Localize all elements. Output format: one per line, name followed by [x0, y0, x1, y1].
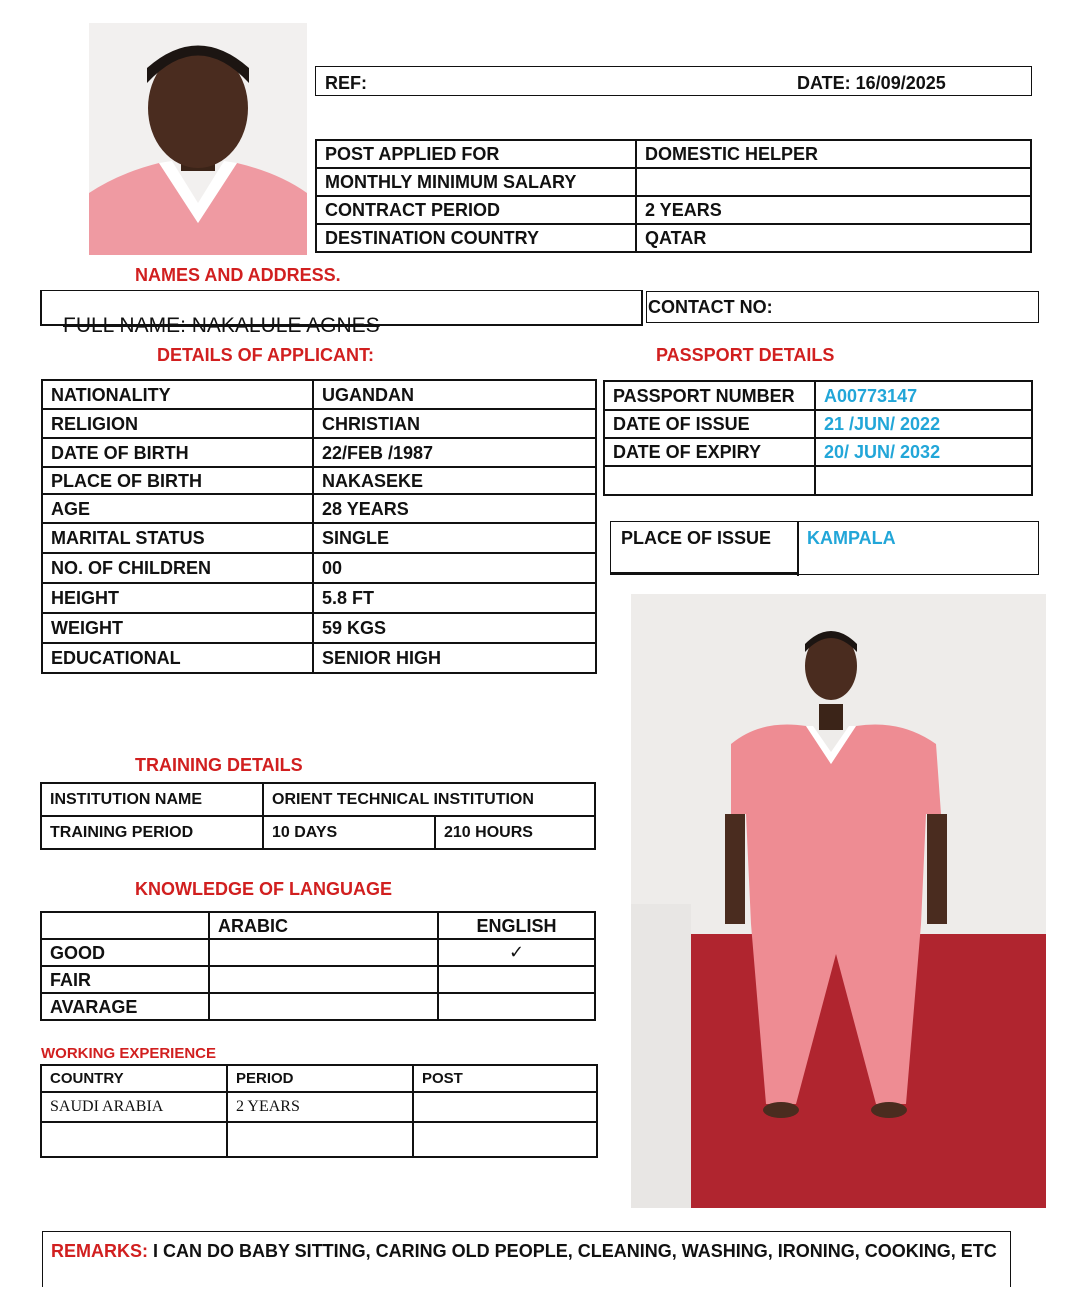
level-average: AVARAGE	[41, 993, 209, 1020]
arabic-average	[209, 993, 438, 1020]
religion-label: RELIGION	[42, 409, 313, 438]
level-fair: FAIR	[41, 966, 209, 993]
period-header: PERIOD	[227, 1065, 413, 1092]
passport-number-value: A00773147	[815, 381, 1032, 410]
experience-post	[413, 1092, 597, 1122]
place-of-issue-box	[610, 521, 1039, 575]
expiry-date-value: 20/ JUN/ 2032	[815, 438, 1032, 466]
destination-label: DESTINATION COUNTRY	[316, 224, 636, 252]
contact-label: CONTACT NO:	[648, 297, 773, 317]
pob-value: NAKASEKE	[313, 467, 596, 494]
experience-period: 2 YEARS	[227, 1092, 413, 1122]
institution-value: ORIENT TECHNICAL INSTITUTION	[263, 783, 595, 816]
height-value: 5.8 FT	[313, 583, 596, 613]
training-period-label: TRAINING PERIOD	[41, 816, 263, 849]
religion-value: CHRISTIAN	[313, 409, 596, 438]
contract-label: CONTRACT PERIOD	[316, 196, 636, 224]
marital-label: MARITAL STATUS	[42, 523, 313, 553]
language-table	[40, 911, 596, 1021]
training-heading: TRAINING DETAILS	[135, 755, 303, 775]
dob-label: DATE OF BIRTH	[42, 438, 313, 467]
remarks-label: REMARKS:	[51, 1241, 148, 1261]
salary-label: MONTHLY MINIMUM SALARY	[316, 168, 636, 196]
contract-value: 2 YEARS	[636, 196, 1031, 224]
weight-label: WEIGHT	[42, 613, 313, 643]
language-corner	[41, 912, 209, 939]
arabic-header: ARABIC	[209, 912, 438, 939]
experience-post-2	[413, 1122, 597, 1157]
place-of-issue-label: PLACE OF ISSUE	[621, 528, 772, 548]
destination-value: QATAR	[636, 224, 1031, 252]
arabic-good	[209, 939, 438, 966]
english-good-check: ✓	[438, 939, 595, 966]
height-label: HEIGHT	[42, 583, 313, 613]
training-table	[40, 782, 596, 850]
children-value: 00	[313, 553, 596, 583]
language-heading: KNOWLEDGE OF LANGUAGE	[135, 879, 392, 899]
training-hours: 210 HOURS	[435, 816, 595, 849]
ref-label: REF:	[325, 73, 367, 93]
marital-value: SINGLE	[313, 523, 596, 553]
pob-label: PLACE OF BIRTH	[42, 467, 313, 494]
post-label: POST APPLIED FOR	[316, 140, 636, 168]
issue-date-label: DATE OF ISSUE	[604, 410, 815, 438]
place-divider	[797, 522, 799, 576]
experience-country-2	[41, 1122, 227, 1157]
contact-box	[646, 291, 1039, 323]
applicant-table	[41, 379, 597, 674]
remarks-box	[42, 1231, 1011, 1287]
place-bottom-line	[611, 572, 797, 574]
post-value: DOMESTIC HELPER	[636, 140, 1031, 168]
date-label: DATE: 16/09/2025	[797, 73, 946, 93]
names-heading: NAMES AND ADDRESS.	[135, 265, 341, 285]
passport-heading: PASSPORT DETAILS	[656, 345, 835, 365]
place-of-issue-value: KAMPALA	[807, 528, 896, 548]
post-table	[315, 139, 1032, 253]
passport-number-label: PASSPORT NUMBER	[604, 381, 815, 410]
passport-empty-value	[815, 466, 1032, 495]
experience-heading: WORKING EXPERIENCE	[41, 1045, 217, 1062]
full-body-photo	[631, 594, 1046, 1208]
issue-date-value: 21 /JUN/ 2022	[815, 410, 1032, 438]
children-label: NO. OF CHILDREN	[42, 553, 313, 583]
training-days: 10 DAYS	[263, 816, 435, 849]
institution-label: INSTITUTION NAME	[41, 783, 263, 816]
arabic-fair	[209, 966, 438, 993]
weight-value: 59 KGS	[313, 613, 596, 643]
english-average	[438, 993, 595, 1020]
post-header: POST	[413, 1065, 597, 1092]
education-value: SENIOR HIGH	[313, 643, 596, 673]
age-value: 28 YEARS	[313, 494, 596, 523]
salary-value	[636, 168, 1031, 196]
passport-empty-label	[604, 466, 815, 495]
education-label: EDUCATIONAL	[42, 643, 313, 673]
country-header: COUNTRY	[41, 1065, 227, 1092]
age-label: AGE	[42, 494, 313, 523]
portrait-photo	[89, 23, 307, 255]
remarks-content: I CAN DO BABY SITTING, CARING OLD PEOPLE, CLEANING, WASHING, IRONING, COOKING, ETC	[148, 1241, 997, 1261]
passport-table	[603, 380, 1033, 496]
english-header: ENGLISH	[438, 912, 595, 939]
remarks-text	[51, 1241, 997, 1262]
nationality-value: UGANDAN	[313, 380, 596, 409]
nationality-label: NATIONALITY	[42, 380, 313, 409]
english-fair	[438, 966, 595, 993]
experience-country: SAUDI ARABIA	[41, 1092, 227, 1122]
applicant-heading: DETAILS OF APPLICANT:	[157, 345, 374, 365]
level-good: GOOD	[41, 939, 209, 966]
experience-period-2	[227, 1122, 413, 1157]
ref-date-box	[315, 66, 1032, 96]
full-name-text: FULL NAME: NAKALULE AGNES	[63, 314, 380, 337]
expiry-date-label: DATE OF EXPIRY	[604, 438, 815, 466]
dob-value: 22/FEB /1987	[313, 438, 596, 467]
experience-table	[40, 1064, 598, 1158]
